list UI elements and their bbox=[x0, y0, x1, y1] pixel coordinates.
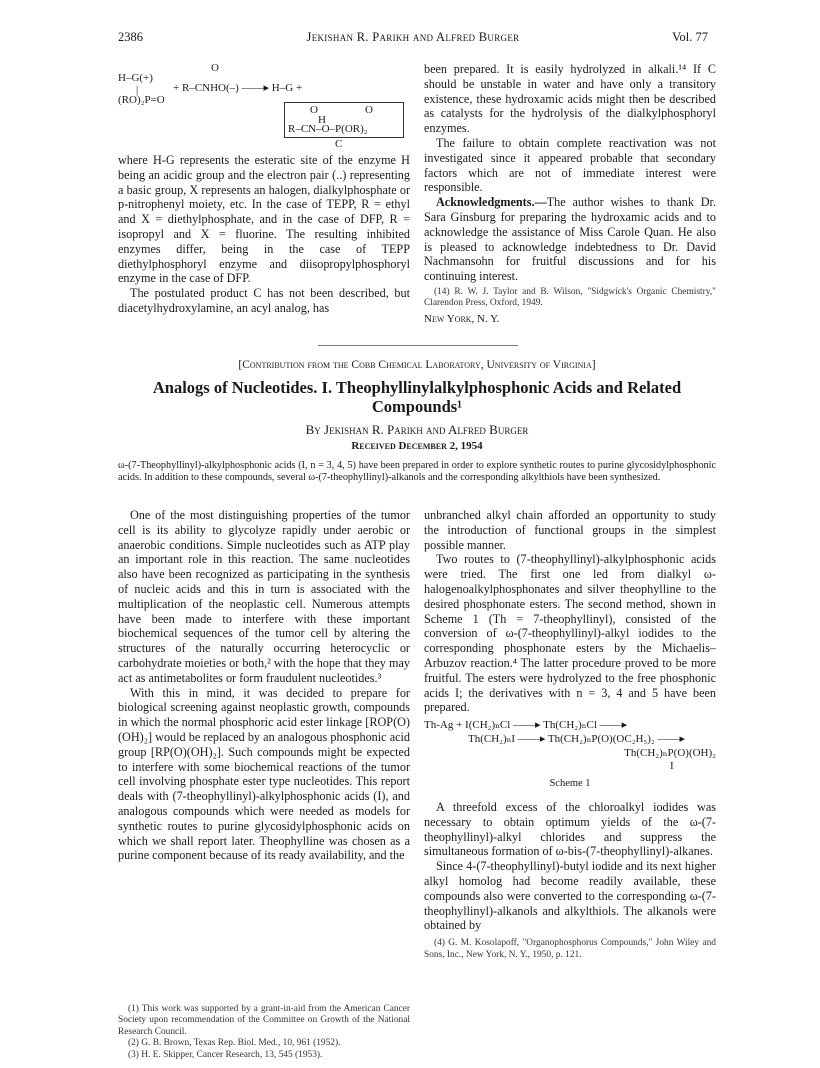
contribution-line: [Contribution from the Cobb Chemical Laboratory, University of Virginia] bbox=[238, 359, 596, 371]
received-date: Received December 2, 1954 bbox=[351, 440, 483, 452]
footnote-2: (2) G. B. Brown, Texas Rep. Biol. Med., 10, 961 (1952). bbox=[128, 1038, 341, 1049]
paragraph: unbranched alkyl chain afforded an opportunity to study the introduction of functional groups in the simplest possible manner. bbox=[424, 508, 716, 552]
paragraph: A threefold excess of the chloroalkyl iodides was necessary to obtain optimum yields of the ω-(7-theophyllinyl)-alkyl chlorides and suppress the simultaneous formation of ω-bis-(7-theophyllinyl)-alkanes. bbox=[424, 799, 716, 859]
acknowledgments-text: The author wishes to thank Dr. Sara Ginsburg for preparing the hydroxamic acids and to acknowledge the assistance of Miss Carole Quan. He also is pleased to acknowledge indebtedness to Dr. David Nachmansohn for fruitful discussions and for his continuing interest. bbox=[424, 195, 716, 284]
location: New York, N. Y. bbox=[424, 312, 500, 325]
product-formula: R–CN–O–P(OR)₂ bbox=[288, 123, 368, 135]
page-number: 2386 bbox=[118, 30, 143, 44]
scheme-1-line1: Th-Ag + I(CH₂)ₙCl ——▸ Th(CH₂)ₙCl ——▸ bbox=[424, 719, 628, 732]
scheme-reactant-top: H–G(+) bbox=[118, 72, 153, 84]
acknowledgments-heading: Acknowledgments.— bbox=[436, 195, 547, 210]
footnote-4: (4) G. M. Kosolapoff, "Organophosphorus Compounds," John Wiley and Sons, Inc., New York, N. Y., 1950, p. 121. bbox=[424, 938, 716, 960]
scheme-1 bbox=[424, 719, 716, 775]
paragraph: Since 4-(7-theophyllinyl)-butyl iodide and its next higher alkyl homolog had become readily available, these compounds also were converted to the corresponding ω-(7-theophyllinyl)-alkanols and alkylthiols. The alkanols were obtained by bbox=[424, 859, 716, 933]
footnote-3: (3) H. E. Skipper, Cancer Research, 13, 545 (1953). bbox=[128, 1049, 323, 1060]
body-right-column bbox=[424, 508, 716, 961]
volume-label: Vol. 77 bbox=[672, 30, 708, 44]
scheme-reagent: + R–CNHO(–) ——▸ H–G + bbox=[173, 82, 303, 94]
running-title: Jekishan R. Parikh and Alfred Burger bbox=[306, 30, 520, 44]
product-oxygen-right: O bbox=[365, 104, 373, 116]
paragraph: where H-G represents the esteratic site of the enzyme H being an acidic group and the electron pair (..) representing a basic group, X represents an halogen, dialkylphosphate or p-nitrophenyl moiety, etc. In the case of TEPP, R = ethyl and X = diethylphosphate, and in the case of DFP, R = isopropyl and X = fluorine. The resulting inhibited enzymes differ, being in the case of TEPP diethylphosphoryl enzyme and diisopropylphosphoryl enzyme in the case of DFP. bbox=[118, 153, 410, 286]
top-left-column bbox=[118, 153, 410, 316]
scheme-1-compound-label: I bbox=[670, 760, 674, 773]
scheme-1-line3: Th(CH₂)ₙP(O)(OH)₂ bbox=[624, 747, 716, 760]
product-hydrogen: H bbox=[318, 114, 326, 126]
footnote-1: (1) This work was supported by a grant-in-aid from the American Cancer Society upon recommendation of the Committee on Growth of the National Research Council. bbox=[118, 1004, 410, 1037]
paragraph: Two routes to (7-theophyllinyl)-alkylphosphonic acids were tried. The first one led from dialkyl ω-halogenoalkylphosphonates and silver theophylline to the desired phosphonate esters. The second method, shown in Scheme 1 (Th = 7-theophyllinyl), consisted of the conversion of ω-(7-theophyllinyl)-alkyl iodides to the corresponding phosphonate esters by the Michaelis–Arbuzov reaction.⁴ The latter procedure proved to be more fruitful. The esters were hydrolyzed to the free phosphonic acids I; the derivatives with n = 3, 4 and 5 have been prepared. bbox=[424, 552, 716, 715]
paragraph: With this in mind, it was decided to prepare for biological screening against neoplastic growth, compounds in which the normal phosphoric acid ester linkage [ROP(O)(OH)₂] would be replaced by an analogous phosphonic acid group [RP(O)(OH)₂]. Such compounds might be expected to interfere with some biochemical reactions of the tumor cell involving phosphate ester type nucleotides. This report deals with (7-theophyllinyl)-alkylphosphonic acids (I), and analogous compounds which were needed as models for synthetic routes to purine glycosidylphosphonic acids on which we shall report later. Theophylline was chosen as a purine component because of its ready availability, and the bbox=[118, 685, 410, 863]
abstract: ω-(7-Theophyllinyl)-alkylphosphonic acids (I, n = 3, 4, 5) have been prepared in order to explore synthetic routes to purine glycosidylphosphonic acids. In addition to these compounds, several ω-(7-theophyllinyl)-alkanols and the corresponding alkylthiols have been synthesized. bbox=[118, 460, 716, 483]
paragraph: One of the most distinguishing properties of the tumor cell is its ability to glycolyze rapidly under aerobic or anaerobic conditions. Simple nucleotides such as ATP play an important role in this reaction. The same nucleotides also have been recognized as participating in the synthesis of nucleic acids and this in turn is associated with the multiplication of the neoplastic cell. Numerous attempts have been made to interfere with these important biochemical sequences of the tumor cell by altering the structures of the naturally occurring heterocyclic or carbohydrate moieties or both,² with the hope that they may act as antimetabolites or form fraudulent nucleotides.³ bbox=[118, 508, 410, 685]
article-title bbox=[118, 378, 716, 416]
acknowledgments bbox=[424, 195, 716, 284]
paragraph: The postulated product C has not been described, but diacetylhydroxylamine, an acyl analog, has bbox=[118, 286, 410, 315]
article-title-line2: Compounds¹ bbox=[371, 397, 463, 416]
product-oxygen-left: O bbox=[310, 104, 318, 116]
paragraph: been prepared. It is easily hydrolyzed in alkali.¹⁴ If C should be unstable in water and have only a transitory existence, these hydroxamic acids might then be described as catalysts for the hydrolysis of the dialkylphosphoryl enzymes. bbox=[424, 62, 716, 136]
reaction-scheme bbox=[118, 62, 408, 150]
byline: By Jekishan R. Parikh and Alfred Burger bbox=[305, 422, 529, 437]
scheme-reactant-bottom: (RO)₂P=O bbox=[118, 94, 165, 106]
scheme-bar: | bbox=[136, 84, 139, 96]
body-left-column bbox=[118, 508, 410, 863]
article-title-line1: Analogs of Nucleotides. I. Theophyllinylalkylphosphonic Acids and Related bbox=[152, 378, 682, 397]
paragraph: The failure to obtain complete reactivation was not investigated since it appeared probable that secondary factors which are not of immediate interest were responsible. bbox=[424, 135, 716, 195]
separator-rule bbox=[318, 345, 518, 346]
scheme-1-line2: Th(CH₂)ₙI ——▸ Th(CH₂)ₙP(O)(OC₂H₅)₂ ——▸ bbox=[468, 733, 686, 746]
scheme-reagent-oxygen: O bbox=[211, 62, 219, 74]
scheme-1-caption: Scheme 1 bbox=[549, 778, 591, 790]
top-right-column bbox=[424, 62, 716, 327]
product-label: C bbox=[335, 138, 343, 150]
footnote-14: (14) R. W. J. Taylor and B. Wilson, "Sidgwick's Organic Chemistry," Clarendon Press, Oxford, 1949. bbox=[424, 286, 716, 309]
body-left-footnotes bbox=[118, 1004, 410, 1061]
